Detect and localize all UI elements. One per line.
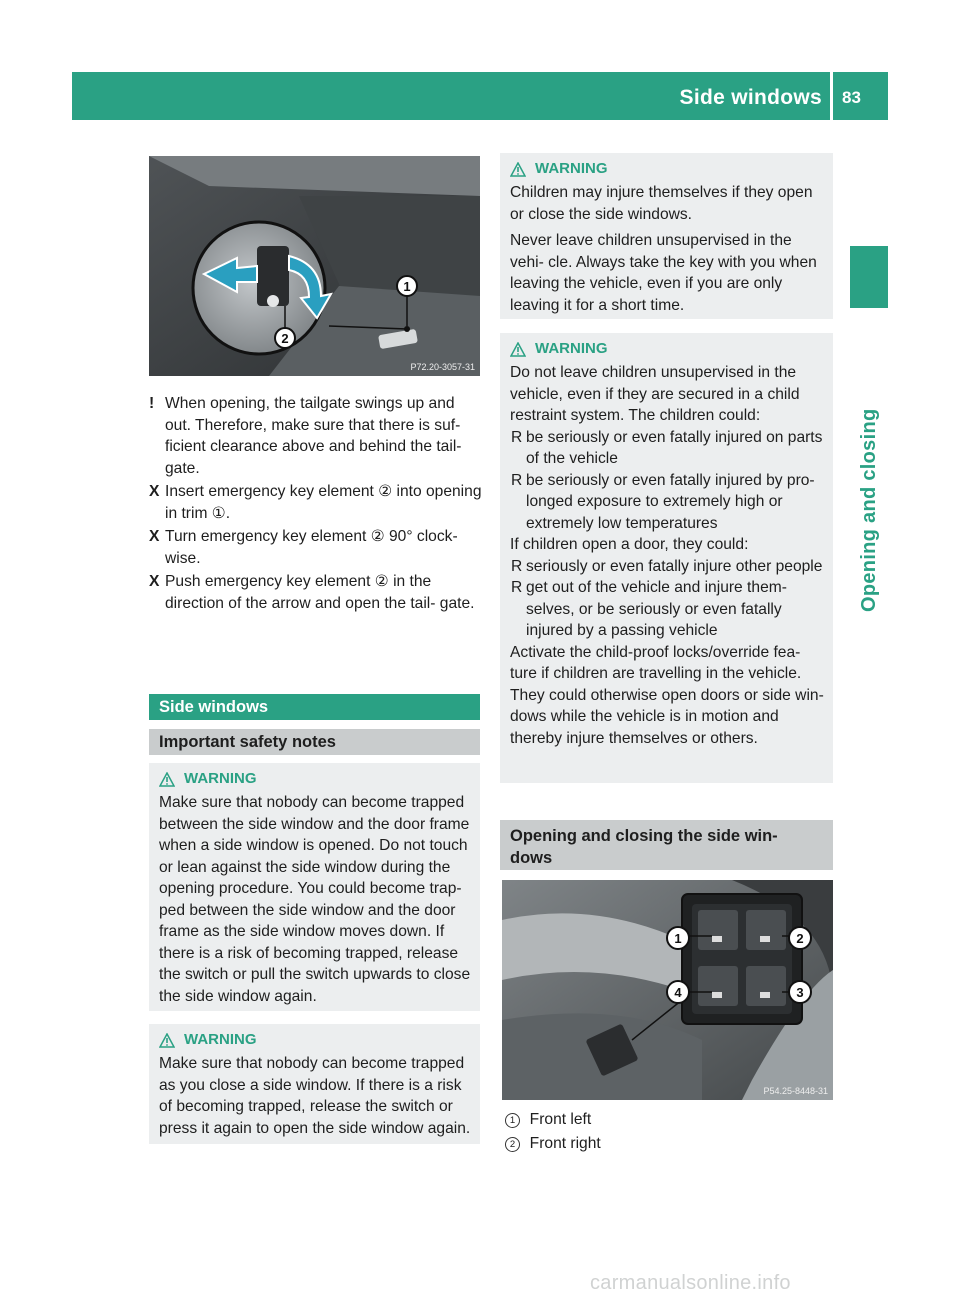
header-divider xyxy=(830,72,833,120)
warning-text: Do not leave children unsupervised in the vehicle, even if they are secured in a child restraint system. The children could: xyxy=(510,364,800,424)
chapter-tab xyxy=(850,246,888,308)
warning-text: Make sure that nobody can become trapped as you close a side window. If there is a risk of becoming trapped, release the switch or press it again to open the side window again. xyxy=(159,1055,471,1137)
step: X Insert emergency key element ② into opening in trim ①. xyxy=(149,483,482,522)
figure-legend xyxy=(504,1108,824,1156)
figure-code: P72.20-3057-31 xyxy=(410,362,475,372)
warning-triangle-icon xyxy=(510,162,526,177)
warning-heading: WARNING xyxy=(159,769,472,789)
warning-heading: WARNING xyxy=(159,1030,472,1050)
callout-2: 2 xyxy=(281,331,289,346)
tailgate-instructions xyxy=(149,393,482,614)
callout-4: 4 xyxy=(674,985,682,1000)
warning-text: Make sure that nobody can become trapped between the side window and the door frame when a side window is opened. Do not touch or lean against the side window during the opening procedure. You could become trap- ped between the side window and the door frame as the side window moves down. If there is a risk of becoming trapped, release the switch or pull the switch upwards to close the side window again. xyxy=(159,794,471,1005)
figure-code: P54.25-8448-31 xyxy=(763,1086,828,1096)
chapter-label: Opening and closing xyxy=(858,408,880,612)
warning-text: Children may injure themselves if they open or close the side windows. xyxy=(510,184,813,223)
callout-2: 2 xyxy=(796,931,804,946)
warning-triangle-icon xyxy=(510,342,526,357)
bullet-item: R get out of the vehicle and injure them- selves, or be seriously or even fatally injured by a passing vehicle xyxy=(511,579,787,639)
callout-1: 1 xyxy=(403,279,411,294)
window-switch-illustration xyxy=(502,880,833,1100)
step: X Push emergency key element ② in the direction of the arrow and open the tail- gate. xyxy=(149,573,475,612)
warning-box xyxy=(500,153,833,319)
step: X Turn emergency key element ② 90° clock- wise. xyxy=(149,528,458,567)
figure-tailgate xyxy=(149,156,480,376)
header-title: Side windows xyxy=(679,86,822,109)
warning-triangle-icon xyxy=(159,1033,175,1048)
warning-box xyxy=(500,333,833,783)
watermark: carmanualsonline.info xyxy=(590,1272,791,1294)
subsection-heading: Important safety notes xyxy=(149,729,480,755)
section-heading: Side windows xyxy=(149,694,480,720)
warning-box xyxy=(149,1024,480,1144)
callout-1: 1 xyxy=(674,931,682,946)
page-number: 83 xyxy=(842,88,861,107)
warning-triangle-icon xyxy=(159,772,175,787)
legend-item: 1 Front left xyxy=(504,1108,824,1132)
warning-box xyxy=(149,763,480,1011)
bullet-item: R be seriously or even fatally injured on parts of the vehicle xyxy=(511,428,823,467)
warning-heading: WARNING xyxy=(510,159,825,179)
legend-item: 2 Front right xyxy=(504,1132,824,1156)
subsection-heading-2: Opening and closing the side win- dows xyxy=(500,820,833,870)
bullet-item: R seriously or even fatally injure other people xyxy=(511,557,823,575)
caution-marker: ! xyxy=(149,395,155,412)
bullet-item: R be seriously or even fatally injured by pro- longed exposure to extremely high or extremely low temperatures xyxy=(511,471,815,532)
caution-note: ! When opening, the tailgate swings up and out. Therefore, make sure that there is suf- ficient clearance above and behind the tail- gate. xyxy=(149,395,462,477)
warning-text: Activate the child-proof locks/override fea- ture if children are travelling in the vehicle. They could otherwise open doors or side win- dows while the vehicle is in motion and thereby injure themselves or others. xyxy=(510,643,824,747)
figure-window-switches xyxy=(502,880,833,1100)
warning-text: Never leave children unsupervised in the vehi- cle. Always take the key with you when leaving the vehicle, even if you are only leaving it for a short time. xyxy=(510,232,817,314)
warning-heading: WARNING xyxy=(510,339,825,359)
callout-3: 3 xyxy=(796,985,804,1000)
warning-text: If children open a door, they could: xyxy=(510,536,749,553)
tailgate-illustration xyxy=(149,156,480,376)
